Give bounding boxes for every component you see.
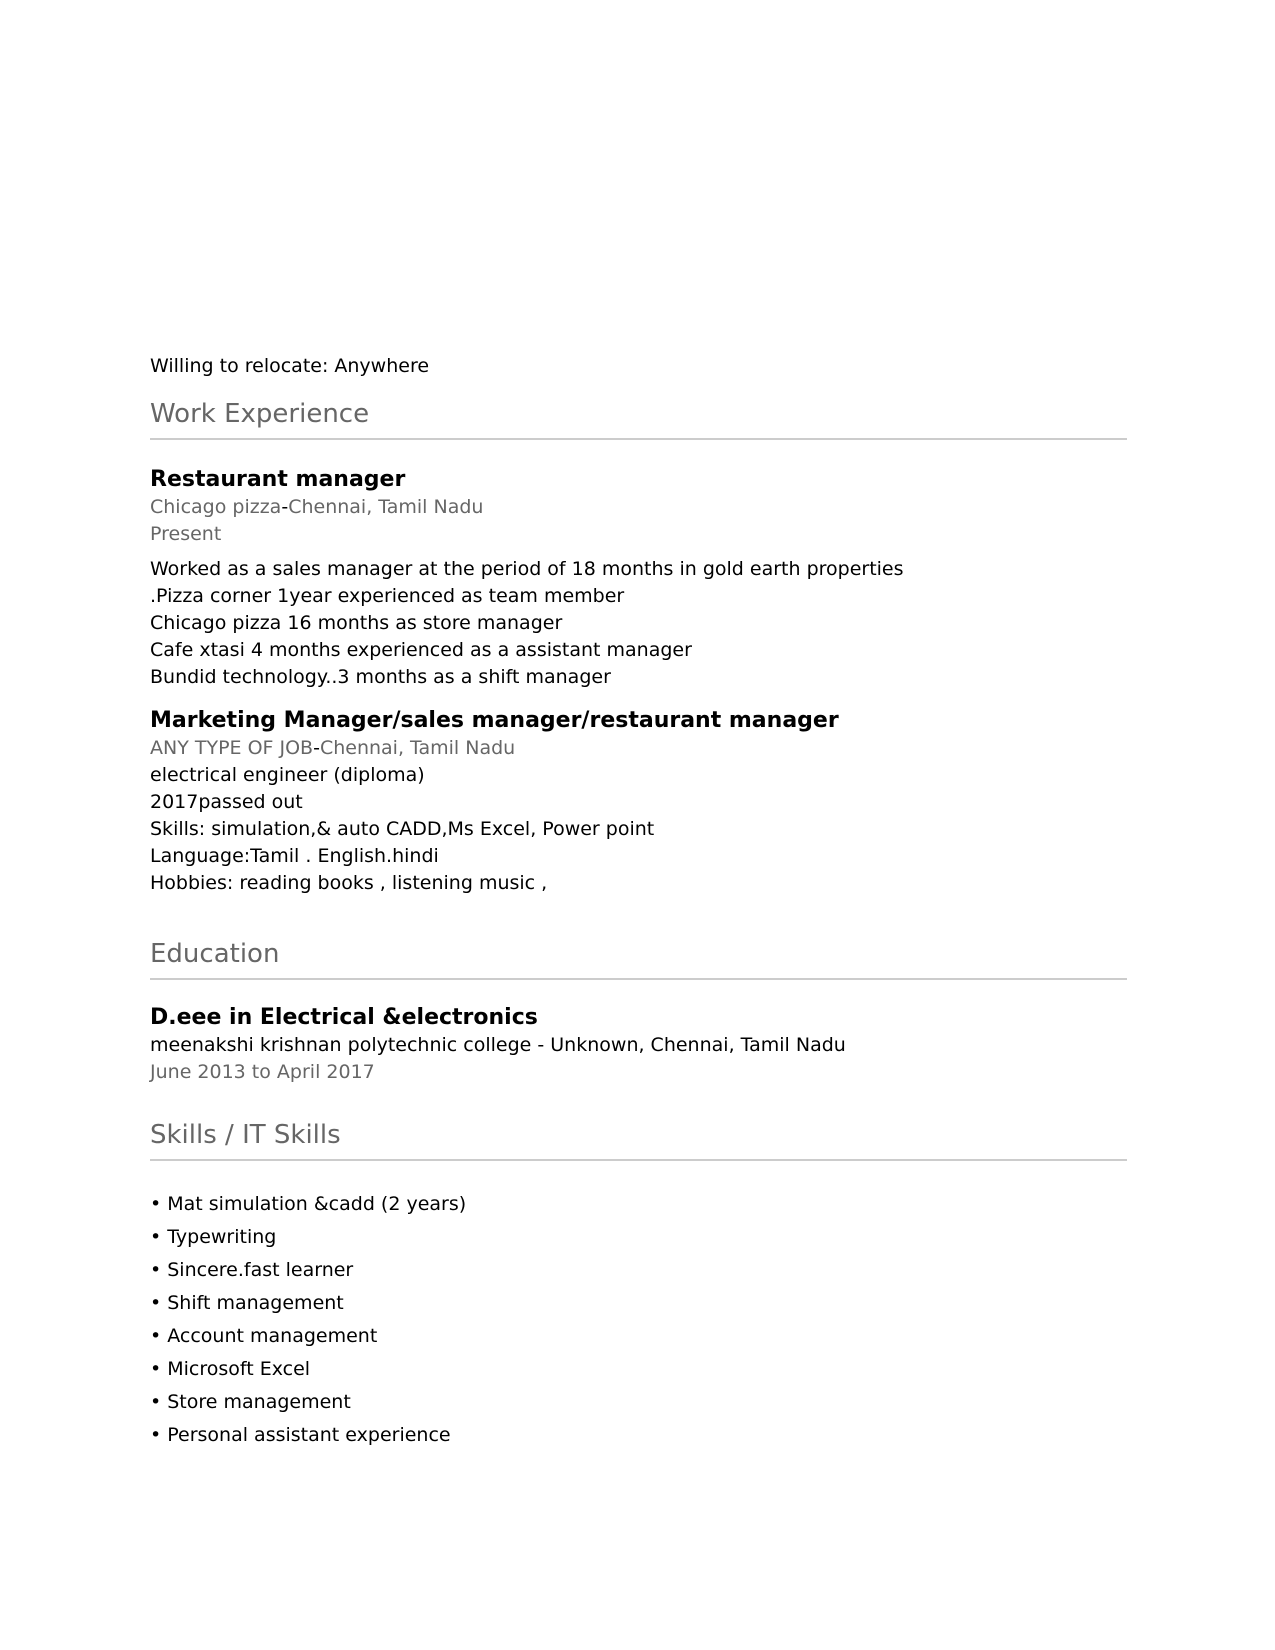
skill-item: • Account management xyxy=(150,1325,378,1347)
skill-item: • Personal assistant experience xyxy=(150,1424,451,1446)
skill-item: • Store management xyxy=(150,1391,351,1413)
job-line: Chicago pizza 16 months as store manager xyxy=(150,612,563,634)
relocate-text: Willing to relocate: Anywhere xyxy=(150,355,430,377)
education-section xyxy=(150,938,1127,980)
job-line: Skills: simulation,& auto CADD,Ms Excel, Power point xyxy=(150,818,655,840)
job-date: Present xyxy=(150,523,222,545)
skills-list xyxy=(150,1188,1127,1452)
work-experience-section xyxy=(150,398,1127,440)
skill-item: • Typewriting xyxy=(150,1226,277,1248)
degree-title: D.eee in Electrical &electronics xyxy=(150,1005,538,1030)
job-entry xyxy=(150,466,1127,691)
skill-item: • Microsoft Excel xyxy=(150,1358,311,1380)
job-location: Chennai, Tamil Nadu xyxy=(319,737,516,759)
section-title-work: Work Experience xyxy=(150,398,1127,440)
section-title-education: Education xyxy=(150,938,1127,980)
job-line: Bundid technology..3 months as a shift manager xyxy=(150,666,611,688)
job-line: electrical engineer (diploma) xyxy=(150,764,425,786)
job-line: Language:Tamil . English.hindi xyxy=(150,845,439,867)
job-line: .Pizza corner 1year experienced as team member xyxy=(150,585,625,607)
job-company: ANY TYPE OF JOB xyxy=(150,737,314,759)
job-line: Cafe xtasi 4 months experienced as a assistant manager xyxy=(150,639,692,661)
job-company-location: Chicago pizza-Chennai, Tamil Nadu xyxy=(150,496,484,518)
skills-section xyxy=(150,1119,1127,1161)
job-title: Marketing Manager/sales manager/restaurant manager xyxy=(150,708,839,733)
school-name: meenakshi krishnan polytechnic college - Unknown, Chennai, Tamil Nadu xyxy=(150,1034,846,1056)
job-line: 2017passed out xyxy=(150,791,303,813)
education-dates: June 2013 to April 2017 xyxy=(150,1061,375,1083)
education-entry xyxy=(150,1004,1127,1086)
job-location: Chennai, Tamil Nadu xyxy=(288,496,484,518)
skill-item: • Shift management xyxy=(150,1292,344,1314)
job-title: Restaurant manager xyxy=(150,467,406,492)
section-title-skills: Skills / IT Skills xyxy=(150,1119,1127,1161)
skill-item: • Mat simulation &cadd (2 years) xyxy=(150,1193,467,1215)
skill-item: • Sincere.fast learner xyxy=(150,1259,354,1281)
job-company: Chicago pizza xyxy=(150,496,282,518)
job-description xyxy=(150,556,1127,691)
job-line: Worked as a sales manager at the period of 18 months in gold earth properties xyxy=(150,558,904,580)
job-entry xyxy=(150,707,1127,897)
job-line: Hobbies: reading books , listening music , xyxy=(150,872,548,894)
job-company-location: ANY TYPE OF JOB-Chennai, Tamil Nadu xyxy=(150,737,516,759)
skills-list-wrap xyxy=(150,1188,1127,1452)
